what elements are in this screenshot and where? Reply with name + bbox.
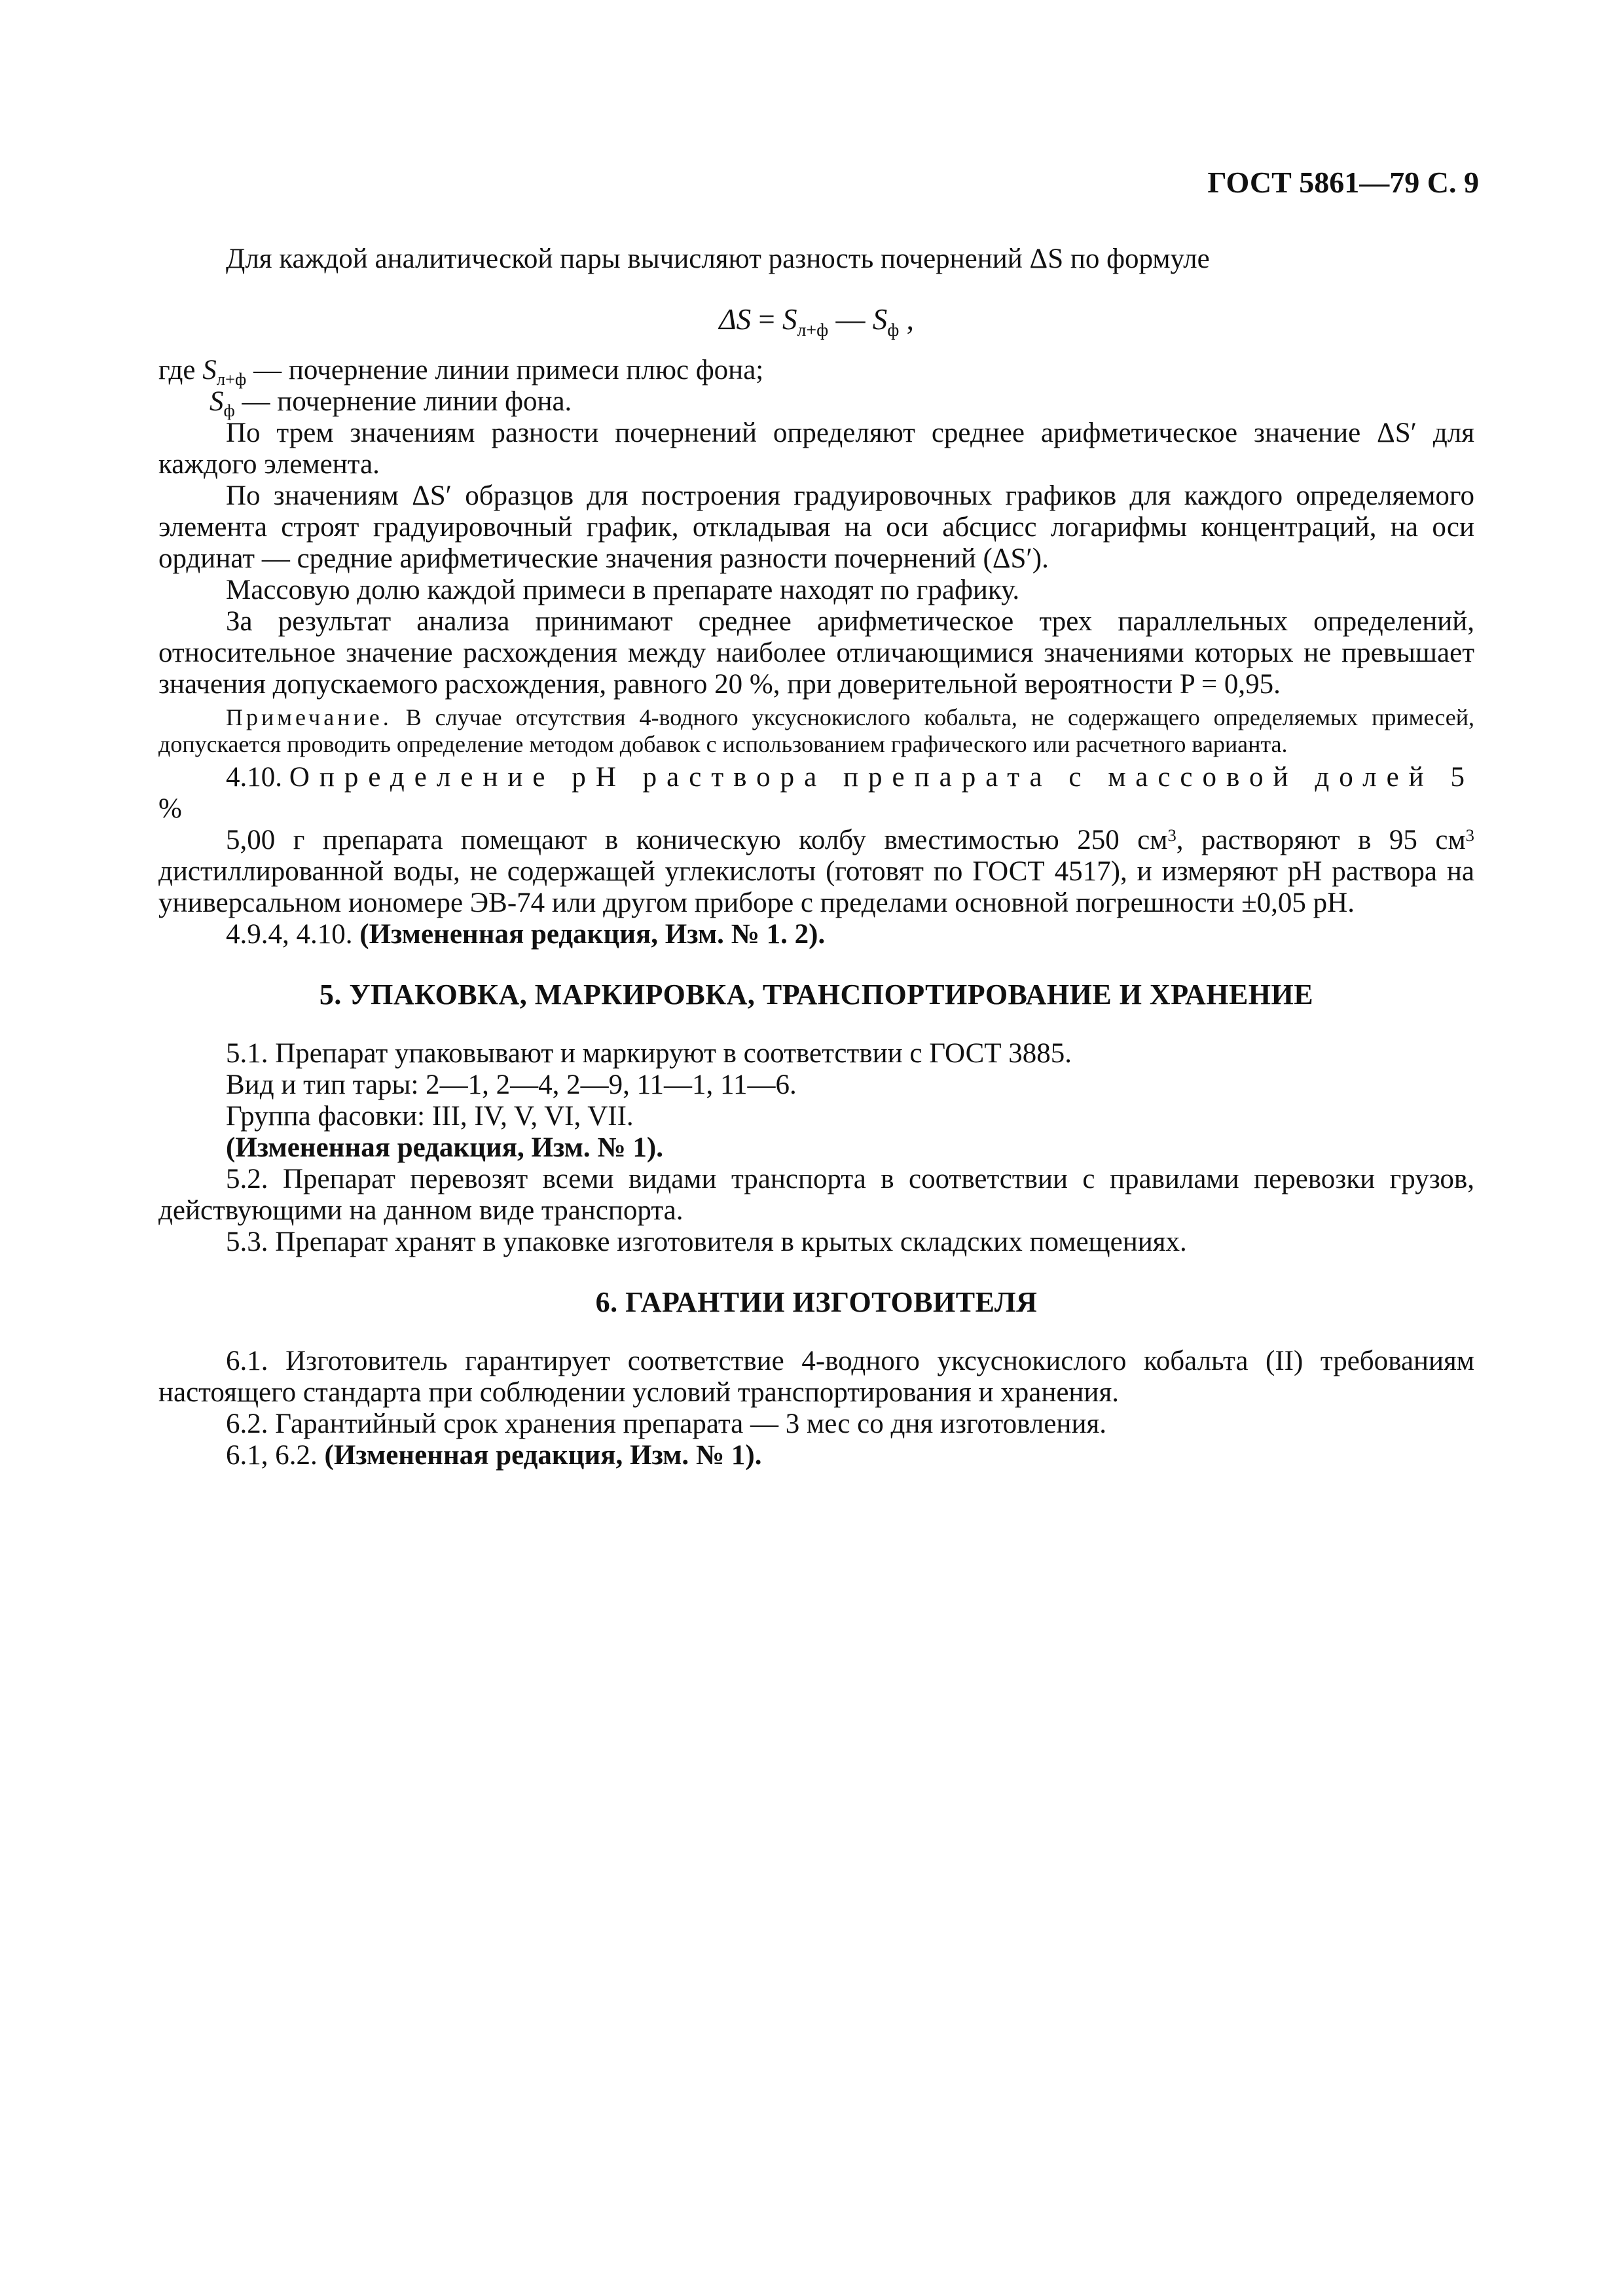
definition-2 <box>158 386 1474 421</box>
formula-end: , <box>899 303 914 336</box>
sec6-amend-bold: (Измененная редакция, Изм. № 1). <box>324 1440 762 1471</box>
body-a: 5,00 г препарата помещают в коническую колбу вместимостью 250 см <box>226 825 1168 855</box>
section-4-10-number: 4.10. <box>226 762 282 793</box>
definition-1 <box>158 355 1474 389</box>
note-text: В случае отсутствия 4-водного уксуснокислого кобальта, не содержащего определяемых примесей, допускается проводить определение методом добавок с использованием графического или расчетного варианта. <box>158 704 1474 757</box>
section-4-10-title <box>158 762 1474 825</box>
def2-text: — почернение линии фона. <box>234 386 572 417</box>
formula-lhs: ΔS <box>719 303 752 336</box>
paragraph-calibration: По значениям ΔS′ образцов для построения градуировочных графиков для каждого определяемого элемента строят градуировочный график, откладывая на оси абсцисс логарифмы концентраций, на оси ординат — средние арифметические значения разности почернений (ΔS′). <box>158 480 1474 574</box>
formula-delta-s <box>158 303 1474 340</box>
body-b: , растворяют в 95 см <box>1176 825 1466 855</box>
amend-bold: (Измененная редакция, Изм. № 1. 2). <box>359 919 826 950</box>
section-4-10-amendment <box>158 919 1474 950</box>
formula-s1-sub: л+ф <box>797 319 829 340</box>
paragraph-intro: Для каждой аналитической пары вычисляют разность почернений ΔS по формуле <box>226 243 1210 274</box>
def1-symbol: S <box>202 355 217 386</box>
paragraph-mean: По трем значениям разности почернений определяют среднее арифметическое значение ΔS′ для каждого элемента. <box>158 418 1474 480</box>
sec5-p2: Вид и тип тары: 2—1, 2—4, 2—9, 11—1, 11—6. <box>226 1069 797 1100</box>
paragraph-mass-fraction: Массовую долю каждой примеси в препарате находят по графику. <box>226 575 1020 605</box>
section-4-10-body <box>158 825 1474 919</box>
page-header: ГОСТ 5861—79 С. 9 <box>1207 166 1479 199</box>
sec6-p2: 6.2. Гарантийный срок хранения препарата — 3 мес со дня изготовления. <box>226 1408 1106 1439</box>
amend-prefix: 4.9.4, 4.10. <box>226 919 360 950</box>
def1-text: — почернение линии примеси плюс фона; <box>246 355 764 386</box>
sec5-amendment: (Измененная редакция, Изм. № 1). <box>226 1132 663 1163</box>
sec5-p1: 5.1. Препарат упаковывают и маркируют в соответствии с ГОСТ 3885. <box>226 1038 1072 1069</box>
document-body <box>158 243 1474 1471</box>
formula-s1: S <box>782 303 797 336</box>
sec6-amend-prefix: 6.1, 6.2. <box>226 1440 325 1471</box>
sec6-amendment <box>158 1440 1474 1471</box>
sec5-p3: Группа фасовки: III, IV, V, VI, VII. <box>226 1101 634 1132</box>
sec6-p1: 6.1. Изготовитель гарантирует соответствие 4-водного уксуснокислого кобальта (II) требованиям настоящего стандарта при соблюдении условий транспортирования и хранения. <box>158 1346 1474 1408</box>
body-c: дистиллированной воды, не содержащей углекислоты (готовят по ГОСТ 4517), и измеряют pH раствора на универсальном иономере ЭВ-74 или другом приборе с пределами основной погрешности ±0,05 pH. <box>158 856 1474 918</box>
sup-a: 3 <box>1167 825 1176 846</box>
sup-b: 3 <box>1465 825 1474 846</box>
paragraph-result: За результат анализа принимают среднее арифметическое трех параллельных определений, относительное значение расхождения между наиболее отличающимися значениями которых не превышает значения допускаемого расхождения, равного 20 %, при доверительной вероятности P = 0,95. <box>158 606 1474 700</box>
sec5-p6: 5.3. Препарат хранят в упаковке изготовителя в крытых складских помещениях. <box>226 1227 1187 1257</box>
formula-s2-sub: ф <box>887 319 900 340</box>
formula-s2: S <box>872 303 888 336</box>
sec5-p5: 5.2. Препарат перевозят всеми видами транспорта в соответствии с правилами перевозки грузов, действующими на данном виде транспорта. <box>158 1164 1474 1226</box>
def2-symbol: S <box>210 386 224 417</box>
section-5-heading: 5. УПАКОВКА, МАРКИРОВКА, ТРАНСПОРТИРОВАНИЕ И ХРАНЕНИЕ <box>319 978 1314 1011</box>
def1-sub: л+ф <box>216 369 247 389</box>
section-4-10-heading: Определение pH раствора препарата с массовой долей 5 % <box>158 762 1474 824</box>
note-label: Примечание. <box>226 704 392 730</box>
where-word: где <box>158 355 203 386</box>
def2-sub: ф <box>223 401 235 421</box>
formula-minus: — <box>828 303 873 336</box>
note-block <box>158 704 1474 758</box>
section-6-heading: 6. ГАРАНТИИ ИЗГОТОВИТЕЛЯ <box>595 1286 1038 1318</box>
formula-eq: = <box>751 303 782 336</box>
